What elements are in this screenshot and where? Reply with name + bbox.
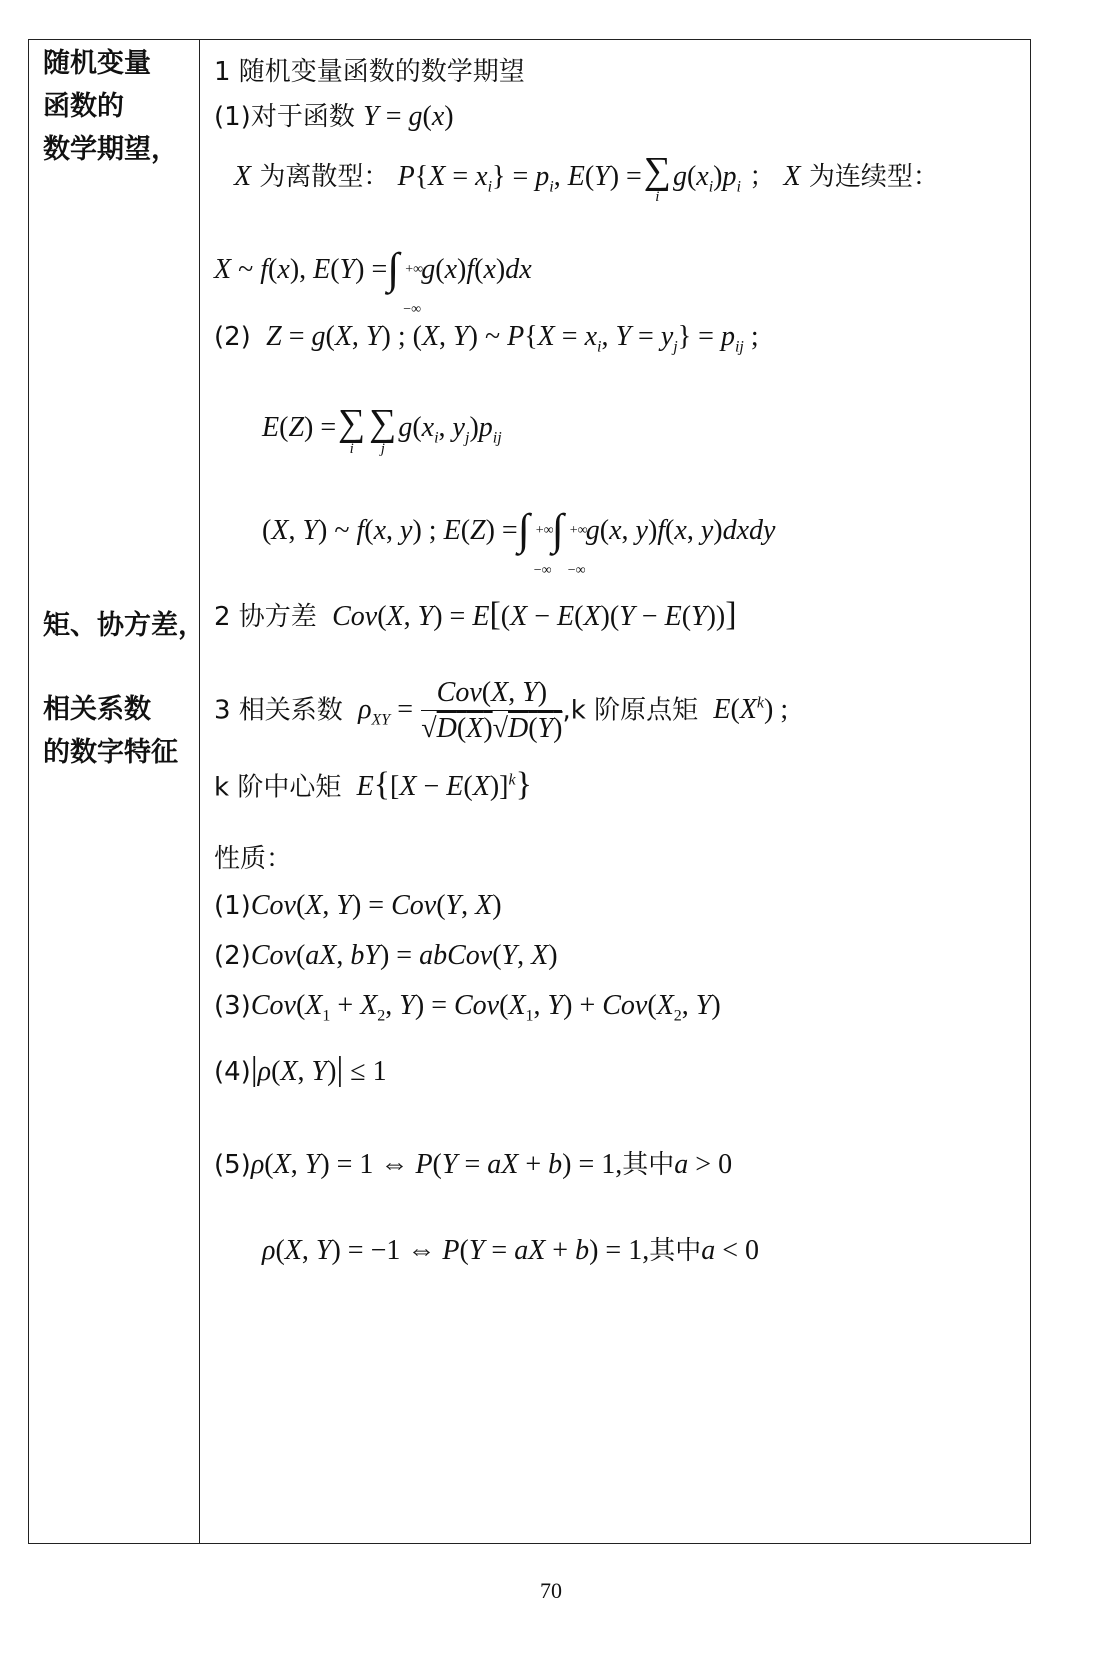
formula: $g(x_i)p_i$: [672, 161, 741, 196]
k-center-label: k 阶中心矩: [214, 772, 342, 803]
formula: $P\{X = x_i\} = p_i$, E(Y) =: [397, 161, 642, 196]
section3-line: [214, 668, 788, 757]
formula: ρ(X, Y) = 1 ⇔ P(Y = aX + b) = 1,: [250, 1149, 623, 1180]
property-number: (1): [214, 891, 251, 921]
left-heading-line: 相关系数: [43, 694, 151, 725]
left-heading-line: 矩、协方差，: [43, 610, 205, 641]
s1-1-line: [214, 100, 454, 134]
section2-title: 2 协方差: [214, 602, 317, 632]
formula: a < 0: [701, 1235, 760, 1266]
property-number: (2): [214, 941, 251, 971]
property-number: (5): [214, 1150, 251, 1180]
double-integral-formula: (X, Y) ~ f(x, y) ; E(Z) = ∫ +∞ −∞ ∫ +∞ −∞ g(x, y)f(x, y)dxdy: [262, 504, 776, 578]
section3-title: 3 相关系数: [214, 695, 343, 726]
property-number: (4): [214, 1057, 251, 1087]
left-heading-line: 函数的: [43, 91, 124, 122]
integral-symbol: ∫ +∞ −∞: [517, 504, 554, 578]
discrete-label: 为离散型：: [259, 162, 390, 192]
property-5b: [262, 1234, 759, 1268]
sum-symbol: ∑ j: [369, 401, 397, 457]
property-3: [214, 989, 721, 1034]
property-5: [214, 1148, 732, 1182]
sum-symbol: ∑ i: [643, 150, 671, 205]
left-heading-line: 数学期望，: [43, 134, 178, 165]
formula: Cov(X, Y) = E[(X − E(X)(Y − E(Y))]: [332, 596, 737, 633]
where-label: 其中: [622, 1150, 675, 1180]
property-4: [214, 1053, 387, 1089]
properties-heading: 性质：: [214, 844, 293, 874]
section2-line: [214, 598, 737, 634]
left-heading-line: 的数字特征: [43, 737, 178, 768]
s1-2-prefix: (2): [214, 322, 251, 352]
k-center-line: [214, 764, 532, 804]
formula: a > 0: [674, 1149, 733, 1180]
column-divider: [199, 39, 200, 1544]
property-1: [214, 889, 502, 923]
double-sum-formula: E(Z) = ∑ i ∑ j $g(x_i$, $y_j)p_{ij}$: [262, 401, 502, 457]
property-2: [214, 939, 558, 973]
k-origin-label: ,k 阶原点矩: [562, 695, 699, 726]
correlation-fraction: $\frac{\text{Cov(X, Y)}}{√D(X)√D(Y)}$: [421, 676, 563, 744]
left-heading-line: 随机变量: [43, 48, 151, 79]
left-heading-block1: [43, 42, 178, 171]
left-heading-block2: [43, 604, 205, 647]
integral-symbol: ∫ +∞ −∞: [387, 243, 424, 317]
integral-symbol: ∫ +∞ −∞: [551, 504, 588, 578]
formula: Cov(aX, bY) = abCov(Y, X): [250, 940, 558, 971]
page-number: 70: [540, 1578, 562, 1603]
discrete-line: [234, 150, 939, 215]
continuous-formula: X ~ f(x), E(Y) = ∫ +∞ −∞ g(x)f(x)dx: [214, 243, 532, 317]
formula: Cov(X, Y) = Cov(Y, X): [250, 890, 502, 921]
continuous-label: 为连续型：: [808, 162, 939, 192]
section1-title: 1 随机变量函数的数学期望: [214, 57, 525, 87]
formula: X: [234, 161, 252, 192]
semicolon: ；: [749, 162, 776, 192]
formula: |ρ(X, Y)| ≤ 1: [250, 1051, 387, 1088]
formula: ρ(X, Y) = −1 ⇔ P(Y = aX + b) = 1,: [262, 1235, 650, 1266]
s1-2-line: [214, 320, 759, 365]
formula: Y = g(x): [363, 101, 454, 132]
s1-1-prefix: (1)对于函数: [214, 102, 355, 132]
formula: Z = g(X, Y) ; (X, Y) ~ $P\{X = x_i$, $Y = y_j\} = p_{ij}$ ;: [266, 321, 759, 356]
formula: $Cov(X_1 + X_2$, $Y) = Cov(X_1$, $Y) + Cov(X_2$, Y): [250, 990, 721, 1025]
formula: X: [783, 161, 801, 192]
formula: $\rho_{XY}$ =: [358, 694, 413, 729]
left-heading-block3: [43, 688, 178, 774]
sum-symbol: ∑ i: [338, 401, 366, 457]
property-number: (3): [214, 991, 251, 1021]
where-label: 其中: [649, 1236, 702, 1266]
formula: $E\{[X - E(X)]^k\}$: [356, 766, 532, 804]
formula: $E(X^k)$ ;: [713, 694, 789, 726]
